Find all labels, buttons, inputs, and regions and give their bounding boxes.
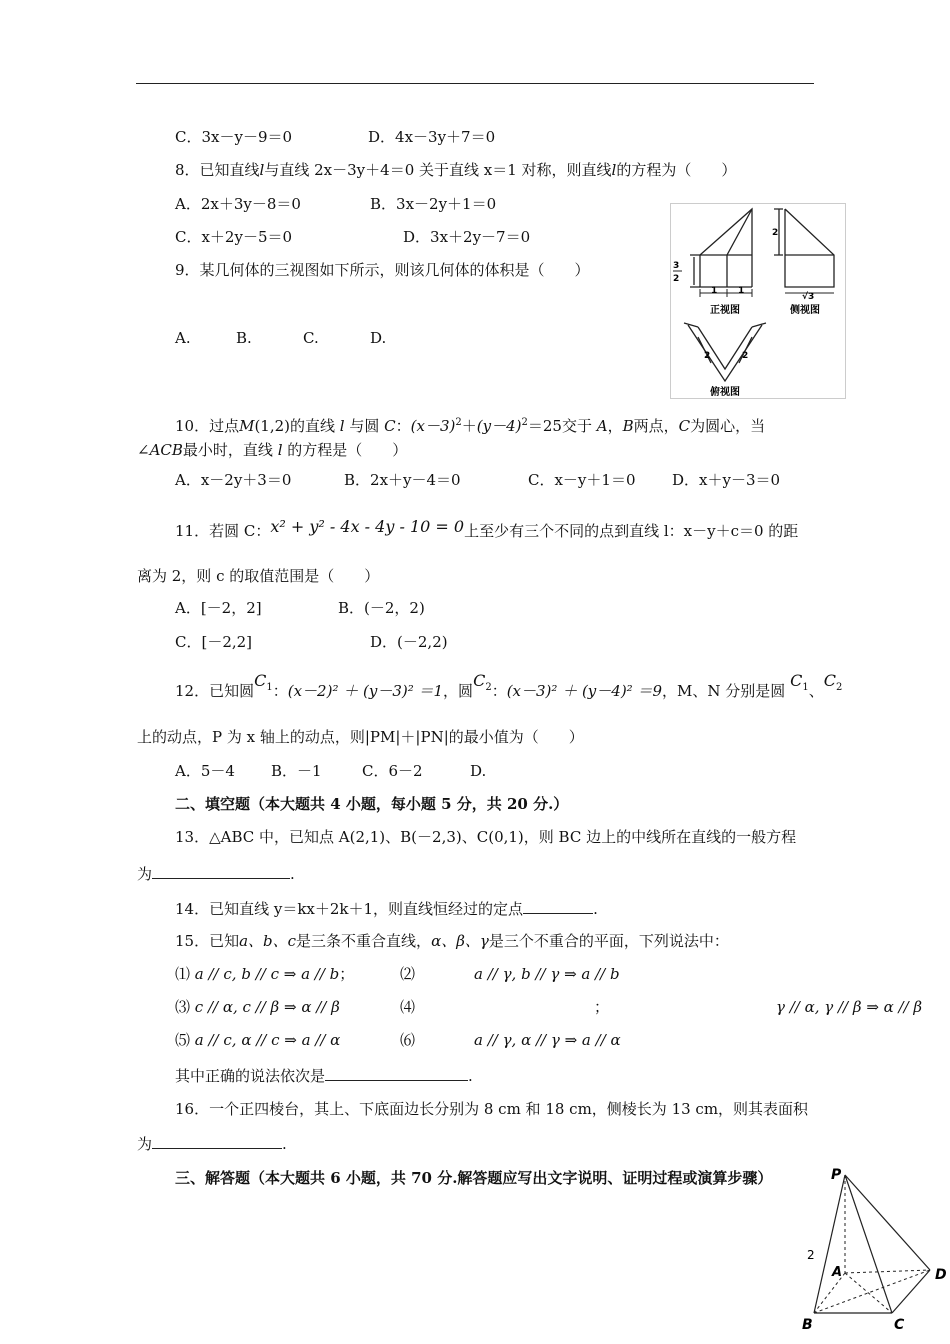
q15-item5: ⑸ a // c, α // c ⇒ a // α xyxy=(175,1031,341,1049)
section3-heading: 三、解答题（本大题共 6 小题，共 70 分.解答题应写出文字说明、证明过程或演算步骤） xyxy=(175,1169,773,1187)
q9-option-b: B. xyxy=(236,329,252,347)
q12-line1: 12．已知圆$C_1$：(x－2)² ＋ (y－3)² ＝1，圆$C_2$：(x－3)² ＋ (y－4)² ＝9，M、N 分别是圆 $C_1$、$C_2$ xyxy=(175,671,843,700)
edge-length-label: 2 xyxy=(807,1248,815,1262)
q10-option-a: A．x－2y＋3＝0 xyxy=(175,471,292,489)
front-view xyxy=(690,209,752,297)
q15-item4-semi: ； xyxy=(594,998,610,1016)
q15-answer-blank[interactable] xyxy=(325,1066,468,1081)
q13-line1: 13．△ABC 中，已知点 A(2,1)、B(－2,3)、C(0,1)，则 BC 边上的中线所在直线的一般方程 xyxy=(175,828,797,846)
q16-answer-blank[interactable] xyxy=(152,1134,282,1149)
q12-option-d: D. xyxy=(470,762,487,780)
side-view xyxy=(774,209,834,293)
q10-option-b: B．2x＋y－4＝0 xyxy=(344,471,461,489)
q12-option-b: B．－1 xyxy=(271,762,322,780)
front-w2: 1 xyxy=(738,286,745,296)
q9-option-d: D. xyxy=(370,329,387,347)
q8-option-a: A．2x＋3y－8＝0 xyxy=(175,195,301,213)
front-w1: 1 xyxy=(711,286,718,296)
front-view-label: 正视图 xyxy=(710,305,740,316)
front-h-num: 3 xyxy=(673,261,680,271)
q15-item6-num: ⑹ xyxy=(400,1031,416,1049)
q15-item2-num: ⑵ xyxy=(400,965,416,983)
q13-line2: 为 . xyxy=(137,865,295,883)
q11-option-b: B．(－2，2) xyxy=(338,599,425,617)
q15-item4-num: ⑷ xyxy=(400,998,416,1016)
q11-option-d: D．(－2,2) xyxy=(370,633,448,651)
section2-heading: 二、填空题（本大题共 4 小题，每小题 5 分，共 20 分.） xyxy=(175,795,569,813)
q15-item2: a // γ, b // γ ⇒ a // b xyxy=(474,965,620,983)
q8-option-b: B．3x－2y＋1＝0 xyxy=(370,195,497,213)
q9-option-c: C. xyxy=(303,329,319,347)
q11-line1: 11．若圆 C：x² + y² - 4x - 4y - 10 = 0上至少有三个不同的点到直线 l：x－y＋c＝0 的距 xyxy=(175,517,799,540)
q14-answer-blank[interactable] xyxy=(523,899,593,914)
q15-stem: 15．已知a、b、c是三条不重合直线，α、β、γ是三个不重合的平面，下列说法中： xyxy=(175,932,729,950)
q8-option-d: D．3x＋2y－7＝0 xyxy=(403,228,531,246)
q11-option-a: A．[－2，2] xyxy=(175,599,262,617)
q13-answer-blank[interactable] xyxy=(152,864,290,879)
q11-option-c: C．[－2,2] xyxy=(175,633,253,651)
q10-line1: 10．过点M(1,2)的直线 l 与圆 C：$(x-3)^2+(y-4)^2=25$交于 A，B两点，C为圆心，当 xyxy=(175,417,766,435)
top-view-label: 俯视图 xyxy=(710,387,740,398)
side-height: 2 xyxy=(772,228,779,238)
q15-item4: γ // α, γ // β ⇒ α // β xyxy=(776,998,923,1016)
pyramid-figure xyxy=(800,1163,950,1344)
q12-option-a: A．5－4 xyxy=(175,762,235,780)
q7-option-c: C．3x－y－9＝0 xyxy=(175,128,293,146)
side-width: √3 xyxy=(802,292,815,302)
q12-line2: 上的动点，P 为 x 轴上的动点，则|PM|＋|PN|的最小值为（ ） xyxy=(137,728,584,746)
side-view-label: 侧视图 xyxy=(790,305,820,316)
top-right-dim: 2 xyxy=(742,351,749,361)
q10-line2: ∠ACB最小时，直线 l 的方程是（ ） xyxy=(137,441,408,459)
q9-stem: 9．某几何体的三视图如下所示，则该几何体的体积是（ ） xyxy=(175,261,590,279)
vertex-c: C xyxy=(894,1317,905,1333)
q16-line2: 为 . xyxy=(137,1135,287,1153)
front-h-den: 2 xyxy=(673,274,680,284)
q7-option-d: D．4x－3y＋7＝0 xyxy=(368,128,496,146)
vertex-d: D xyxy=(935,1267,947,1283)
q11-line2: 离为 2，则 c 的取值范围是（ ） xyxy=(137,567,380,585)
q8-option-c: C．x＋2y－5＝0 xyxy=(175,228,293,246)
top-left-dim: 2 xyxy=(704,351,711,361)
header-rule xyxy=(136,83,814,84)
top-view xyxy=(684,323,766,381)
vertex-a: A xyxy=(832,1265,843,1280)
q15-item1: ⑴ a // c, b // c ⇒ a // b； xyxy=(175,965,355,983)
q14-line: 14．已知直线 y＝kx＋2k＋1，则直线恒经过的定点 . xyxy=(175,900,598,918)
q9-three-view-figure xyxy=(670,203,846,399)
q8-stem: 8．已知直线l与直线 2x－3y＋4＝0 关于直线 x＝1 对称，则直线l的方程为（ ） xyxy=(175,161,737,179)
q9-option-a: A. xyxy=(175,329,191,347)
q15-item3: ⑶ c // α, c // β ⇒ α // β xyxy=(175,998,340,1016)
q16-line1: 16．一个正四棱台，其上、下底面边长分别为 8 cm 和 18 cm，侧棱长为 13 cm，则其表面积 xyxy=(175,1100,809,1118)
q10-option-d: D．x＋y－3＝0 xyxy=(672,471,781,489)
q15-answer-line: 其中正确的说法依次是 . xyxy=(175,1067,473,1085)
vertex-b: B xyxy=(802,1317,813,1333)
q15-item6: a // γ, α // γ ⇒ a // α xyxy=(474,1031,621,1049)
q12-option-c: C．6－2 xyxy=(362,762,423,780)
q10-option-c: C．x－y＋1＝0 xyxy=(528,471,636,489)
vertex-p: P xyxy=(831,1167,842,1183)
